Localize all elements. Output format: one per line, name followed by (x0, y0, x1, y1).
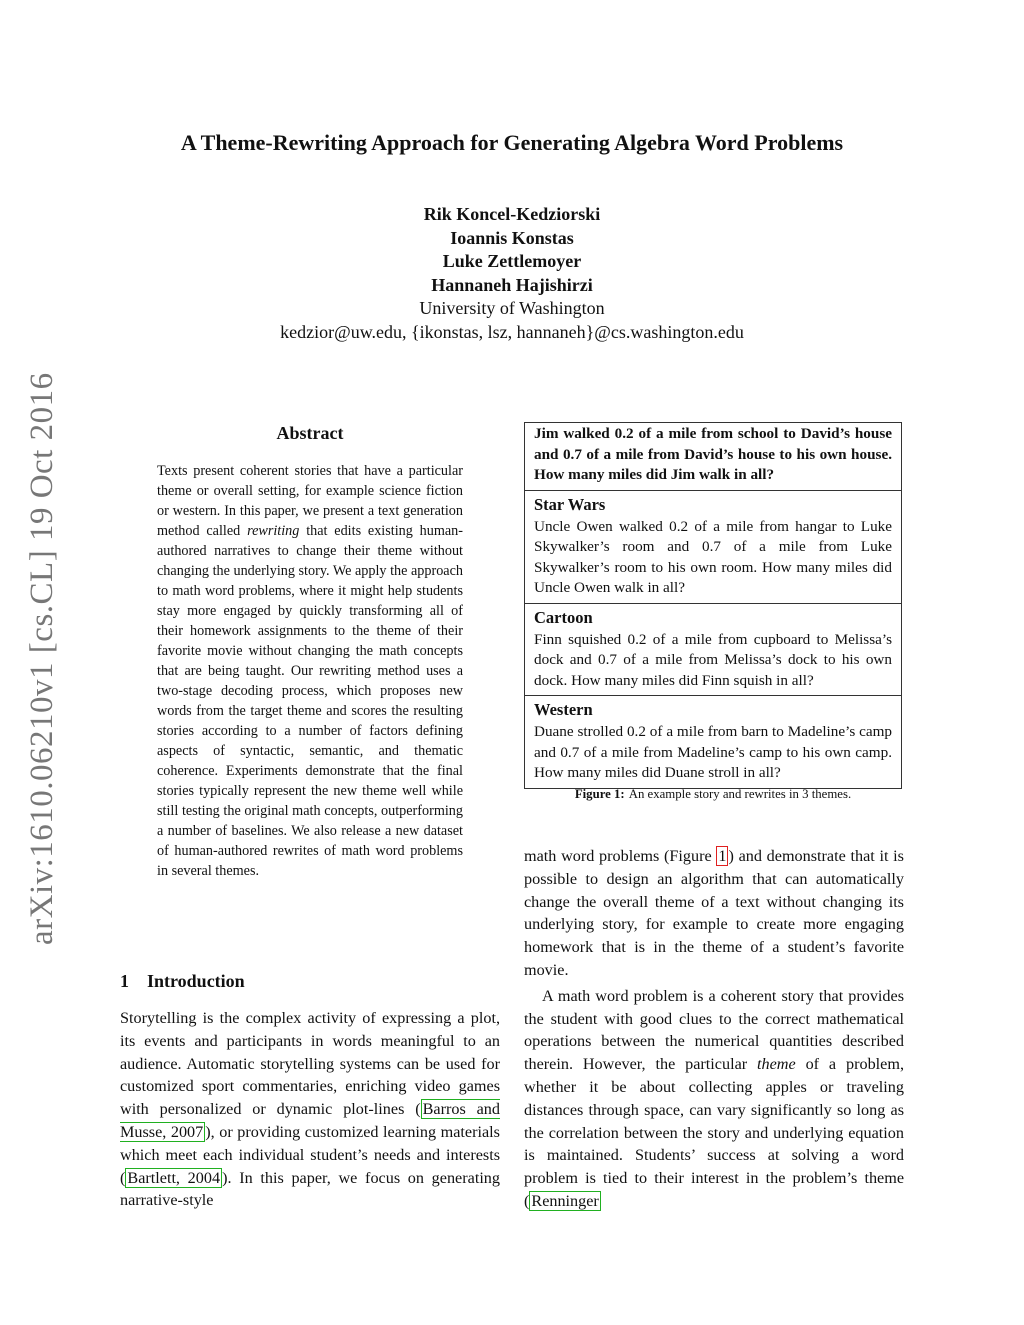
theme-text: Finn squished 0.2 of a mile from cupboard to Melissa’s dock and 0.7 of a mile from Melissa’s dock to his own dock. How many miles did Finn squish in all? (534, 630, 892, 689)
figure-label: Figure 1: (574, 787, 625, 801)
body-text-part: A math word problem is a coherent story that provides the student with good clues to the correct mathematical operations between the numerical quantities described therein. However, the particular (524, 986, 904, 1074)
theme-block-western (525, 695, 901, 788)
intro-paragraph (120, 1007, 500, 1212)
theme-text: Uncle Owen walked 0.2 of a mile from hangar to Luke Skywalker’s room and 0.7 of a mile from Luke Skywalker’s room to his own room. How many miles did Uncle Owen walk in all? (534, 517, 892, 596)
arxiv-stamp: arXiv:1610.06210v1 [cs.CL] 19 Oct 2016 (24, 372, 60, 945)
theme-block-star-wars (525, 490, 901, 603)
intro-text-part: Storytelling is the complex activity of expressing a plot, its events and participants in words meaningful to an audience. Automatic storytelling systems can be used for customized sport commentaries, enriching video games with personalized or dynamic plot-lines ( (120, 1009, 500, 1119)
theme-name: Cartoon (534, 607, 593, 627)
paper-title: A Theme-Rewriting Approach for Generating Algebra Word Problems (180, 130, 844, 155)
theme-name: Star Wars (534, 494, 606, 514)
author-name: Rik Koncel-Kedziorski (423, 204, 601, 224)
body-emphasis: theme (757, 1055, 796, 1074)
body-paragraph (524, 985, 904, 1213)
citation-link[interactable]: Bartlett, 2004 (127, 1168, 221, 1187)
intro-text-part: ). In this paper, we focus on generating narrative-style (120, 1168, 500, 1210)
author-emails: kedzior@uw.edu, {ikonstas, lsz, hannaneh}@cs.washington.edu (280, 321, 744, 342)
original-story: Jim walked 0.2 of a mile from school to David’s house and 0.7 of a mile from David’s house to his own house. How many miles did Jim walk in all? (534, 425, 892, 483)
citation-link[interactable]: Renninger (531, 1191, 599, 1210)
abstract-text (157, 461, 463, 881)
figure-reference-link[interactable]: 1 (718, 847, 727, 865)
theme-text: Duane strolled 0.2 of a mile from barn to Madeline’s camp and 0.7 of a mile from Madeline’s camp to his own camp. How many miles did Duane stroll in all? (534, 723, 892, 781)
theme-name: Western (534, 700, 593, 719)
abstract-emphasis: rewriting (247, 523, 300, 539)
right-column-text (524, 845, 904, 1213)
body-text-part: ) and demonstrate that it is possible to design an algorithm that can automatically change the overall theme of a text without changing its underlying story, for example to create more engaging homework that is in the theme of a student’s favorite movie. (524, 847, 904, 979)
author-name: Hannaneh Hajishirzi (431, 274, 593, 295)
author-block (0, 203, 1024, 344)
abstract-text-part: Texts present coherent stories that have a particular theme or overall setting, for example science fiction or western. In this paper, we present a text generation method called (157, 463, 463, 539)
figure-1 (524, 422, 902, 789)
body-text-part: of a problem, whether it be about collecting apples or traveling distances through space, can vary significantly so long as the correlation between the story and underlying equation is maintained. Students’ success at solving a word problem is tied to their interest in the problem’s theme ( (524, 1055, 904, 1210)
author-name: Ioannis Konstas (450, 227, 574, 248)
abstract-text-part: that edits existing human-authored narratives to change their theme without changing the underlying story. We apply the approach to math word problems, where it might help students stay more engaged by quickly transforming all of their homework assignments to the theme of their favorite movie without changing the math concepts that are being taught. Our rewriting method uses a two-stage decoding process, which proposes new words from the target theme and scores the resulting stories according to a number of factors defining aspects of syntactic, semantic, and thematic coherence. Experiments demonstrate that the final stories typically represent the new theme well while still testing the original math concepts, outperforming a number of baselines. We also release a new dataset of human-authored rewrites of math word problems in several themes. (157, 523, 463, 879)
body-text-part: math word problems (Figure (524, 847, 717, 865)
theme-block-cartoon (525, 603, 901, 696)
abstract-heading: Abstract (276, 423, 344, 443)
author-name: Luke Zettlemoyer (442, 251, 582, 271)
section-number: 1 (120, 971, 129, 991)
affiliation: University of Washington (419, 298, 605, 318)
body-paragraph (524, 845, 904, 982)
section-title: Introduction (147, 971, 245, 991)
intro-text-part: ), or providing customized learning materials which meet each individual student’s needs and interests ( (120, 1122, 500, 1187)
citation-link[interactable]: Barros and Musse, 2007 (120, 1100, 500, 1141)
section-heading-introduction (120, 971, 245, 992)
caption-text: An example story and rewrites in 3 themes. (628, 787, 852, 801)
figure-caption (524, 787, 902, 802)
